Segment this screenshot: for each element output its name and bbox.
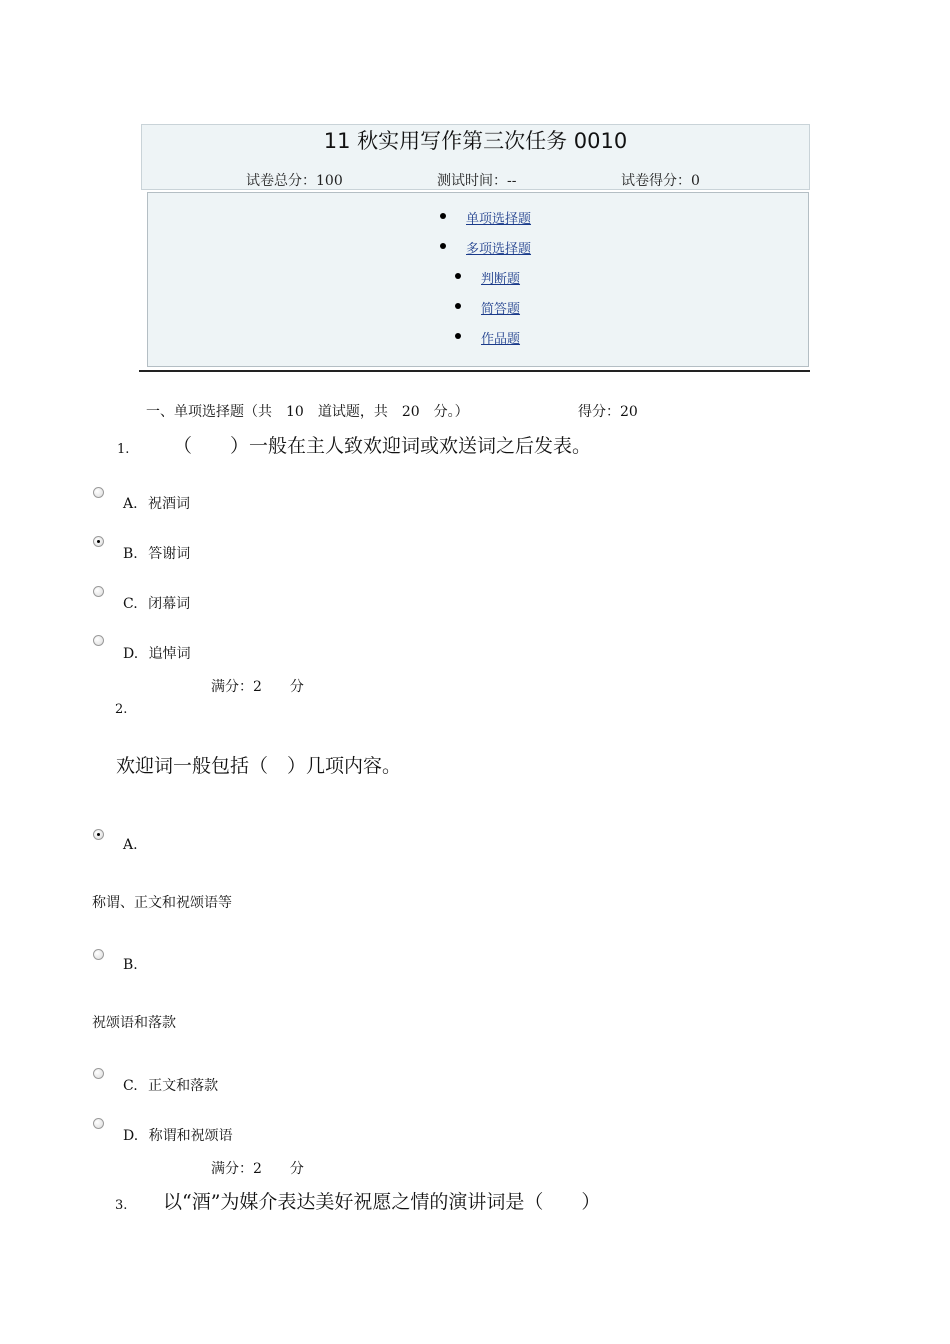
option-letter: A.	[123, 496, 138, 512]
section-heading: 一、单项选择题（共 10 道试题，共 20 分。）	[146, 404, 469, 420]
nav-link[interactable]: 作品题	[481, 332, 521, 347]
section-nav	[147, 192, 809, 367]
bullet-icon	[455, 273, 461, 279]
nav-link[interactable]: 判断题	[481, 272, 521, 287]
option-letter: D.	[123, 646, 139, 662]
option-row	[123, 493, 190, 513]
radio-option-d[interactable]	[93, 635, 104, 646]
paper-header	[141, 124, 810, 190]
section-score: 得分：20	[578, 404, 638, 420]
test-time: 测试时间：--	[437, 173, 517, 189]
option-text: 追悼词	[148, 646, 191, 662]
question-number: 3.	[115, 1198, 128, 1213]
radio-option-a[interactable]	[93, 829, 104, 840]
paper-title: 11 秋实用写作第三次任务 0010	[323, 129, 628, 153]
question-text: 欢迎词一般包括（ ）几项内容。	[116, 755, 402, 777]
nav-item-true-false[interactable]	[481, 268, 520, 287]
option-row	[123, 643, 191, 663]
option-text: 称谓和祝颂语	[148, 1128, 233, 1144]
radio-option-a[interactable]	[93, 487, 104, 498]
bullet-icon	[440, 213, 446, 219]
option-text: 答谢词	[148, 546, 191, 562]
option-row	[123, 1125, 233, 1145]
option-text: 祝颂语和落款	[92, 1015, 176, 1031]
radio-option-d[interactable]	[93, 1118, 104, 1129]
bullet-icon	[440, 243, 446, 249]
option-letter: C.	[123, 1078, 138, 1094]
option-text: 祝酒词	[148, 496, 191, 512]
full-score: 满分：2 分	[211, 1161, 304, 1177]
option-letter: D.	[123, 1128, 139, 1144]
question-text: （ ）一般在主人致欢迎词或欢送词之后发表。	[173, 435, 592, 457]
bullet-icon	[455, 333, 461, 339]
total-score: 试卷总分：100	[246, 173, 343, 189]
option-letter: B.	[123, 957, 138, 973]
option-text: 称谓、正文和祝颂语等	[92, 895, 232, 911]
divider	[139, 370, 810, 372]
nav-item-single-choice[interactable]	[466, 208, 531, 227]
nav-link[interactable]: 多项选择题	[466, 242, 532, 257]
question-number: 2.	[115, 702, 128, 717]
paper-score: 试卷得分：0	[621, 173, 700, 189]
option-letter: A.	[123, 837, 138, 853]
option-letter: B.	[123, 546, 138, 562]
nav-item-short-answer[interactable]	[481, 298, 520, 317]
full-score: 满分：2 分	[211, 679, 304, 695]
nav-item-work[interactable]	[481, 328, 520, 347]
question-text: 以“酒”为媒介表达美好祝愿之情的演讲词是（ ）	[163, 1191, 601, 1213]
nav-link[interactable]: 单项选择题	[466, 212, 532, 227]
option-text: 闭幕词	[148, 596, 191, 612]
option-row	[123, 1075, 218, 1095]
option-row	[123, 593, 190, 613]
radio-option-c[interactable]	[93, 586, 104, 597]
nav-item-multi-choice[interactable]	[466, 238, 531, 257]
question-number: 1.	[117, 442, 130, 457]
radio-option-b[interactable]	[93, 949, 104, 960]
option-letter: C.	[123, 596, 138, 612]
radio-option-c[interactable]	[93, 1068, 104, 1079]
radio-option-b[interactable]	[93, 536, 104, 547]
bullet-icon	[455, 303, 461, 309]
nav-link[interactable]: 简答题	[481, 302, 521, 317]
option-row	[123, 543, 190, 563]
option-text: 正文和落款	[148, 1078, 219, 1094]
